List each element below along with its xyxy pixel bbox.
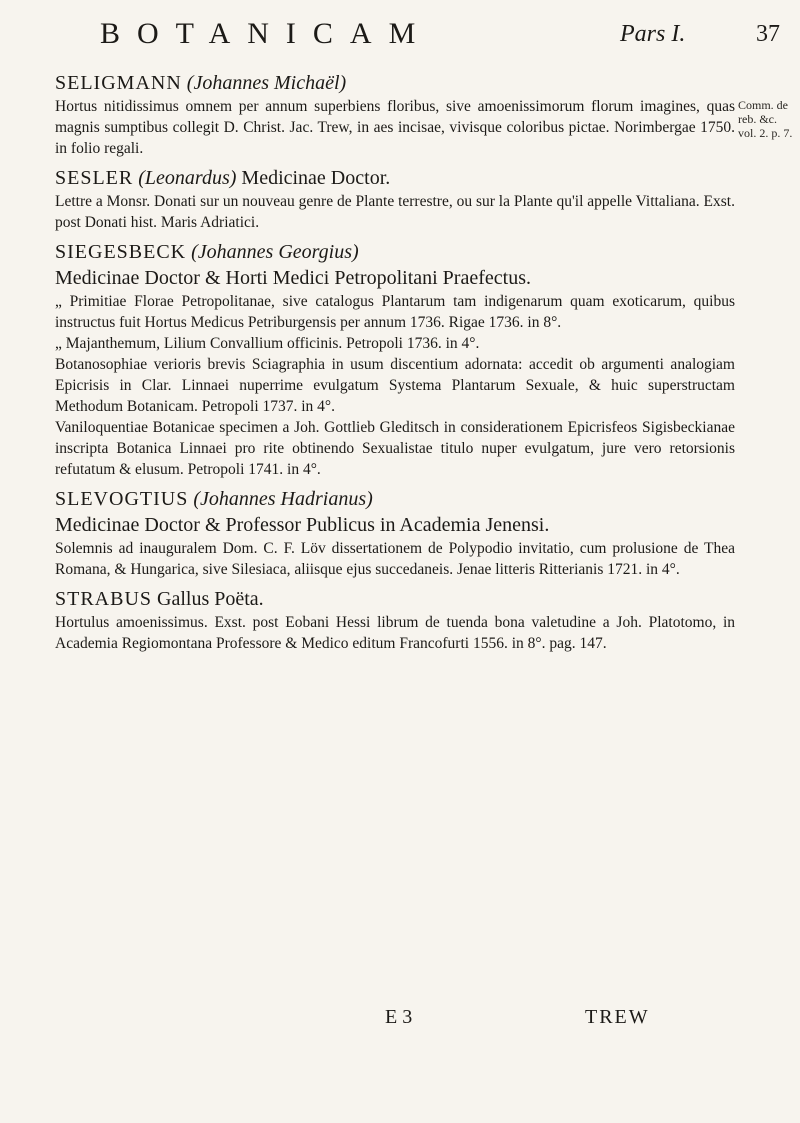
author-title: Medicinae Doctor & Horti Medici Petropolitani Praefectus. [55, 267, 531, 289]
entry-heading [55, 486, 735, 512]
entries-list [55, 70, 735, 660]
author-given-name: (Johannes Michaël) [186, 72, 347, 94]
entry-heading [55, 70, 735, 96]
work-citation: Hortulus amoenissimus. Exst. post Eobani Hessi librum de tuenda bona valetudine a Joh. Platotomo, in Academia Regiomontana Professore & Medico editum Francofurti 1556. in 8°. pag. 147. [55, 614, 735, 652]
page-header [100, 12, 780, 56]
entry-heading [55, 239, 735, 265]
running-title: BOTANICAM [100, 17, 433, 50]
work-citation: Lettre a Monsr. Donati sur un nouveau genre de Plante terrestre, ou sur la Plante qu'il appelle Vittaliana. Exst. post Donati hist. Maris Adriatici. [55, 193, 735, 231]
page-number: 37 [756, 21, 780, 47]
author-title-line [55, 512, 735, 538]
author-title-line [55, 265, 735, 291]
signature-mark: E 3 [385, 1006, 413, 1028]
running-part: Pars I. [620, 21, 686, 47]
author-name: SESLER [55, 167, 134, 189]
author-name: SELIGMANN [55, 72, 182, 94]
author-title: Medicinae Doctor. [241, 167, 391, 189]
author-name: SIEGESBECK [55, 241, 187, 263]
entry-seligmann [55, 70, 735, 159]
author-given-name: (Johannes Georgius) [191, 241, 359, 263]
catchword: TREW [585, 1006, 650, 1028]
entry-heading [55, 586, 735, 612]
author-name: SLEVOGTIUS [55, 488, 189, 510]
page-footer [0, 1006, 800, 1036]
margin-note: Comm. de reb. &c. vol. 2. p. 7. [738, 98, 793, 140]
author-name: STRABUS [55, 588, 153, 610]
work-citation: „ Majanthemum, Lilium Convallium officinis. Petropoli 1736. in 4°. [55, 335, 480, 352]
author-title: Gallus Poëta. [157, 588, 264, 610]
entry-slevogtius [55, 486, 735, 580]
author-given-name: (Leonardus) [138, 167, 237, 189]
work-citation: „ Primitiae Florae Petropolitanae, sive catalogus Plantarum tam indigenarum quam exoticarum, quibus instructus fuit Hortus Medicus Petriburgensis per annum 1736. Rigae 1736. in 8°. [55, 293, 735, 331]
entry-siegesbeck [55, 239, 735, 480]
entry-heading [55, 165, 735, 191]
work-citation: Vaniloquentiae Botanicae specimen a Joh. Gottlieb Gleditsch in considerationem Epicrisfeos Sigisbeckianae inscripta Botanica Linnaei pro rite obtinendo Sexualistae titulo nuper evulgatum, jure vero retorsionis refutatum & elusum. Petropoli 1741. in 4°. [55, 419, 735, 478]
entry-sesler [55, 165, 735, 233]
work-citation: Solemnis ad inauguralem Dom. C. F. Löv dissertationem de Polypodio invitatio, cum prolusione de Thea Romana, & Hungarica, sive Silesiaca, aliisque ejus succedaneis. Jenae litteris Ritterianis 1721. in 4°. [55, 540, 735, 578]
entry-strabus [55, 586, 735, 654]
work-citation: Botanosophiae verioris brevis Sciagraphia in usum discentium adornata: accedit ob argumenti analogiam Epicrisis in Clar. Linnaei nuperrime evulgatum Systema Plantarum Sexuale, & huic superstructam Methodum Botanicam. Petropoli 1737. in 4°. [55, 356, 735, 415]
author-given-name: (Johannes Hadrianus) [193, 488, 373, 510]
author-title: Medicinae Doctor & Professor Publicus in Academia Jenensi. [55, 514, 550, 536]
work-citation: Hortus nitidissimus omnem per annum superbiens floribus, sive amoenissimorum florum imagines, quas magnis sumptibus collegit D. Christ. Jac. Trew, in aes incisae, vivisque coloribus pictae. Norimbergae 1750. in folio regali. [55, 98, 735, 157]
